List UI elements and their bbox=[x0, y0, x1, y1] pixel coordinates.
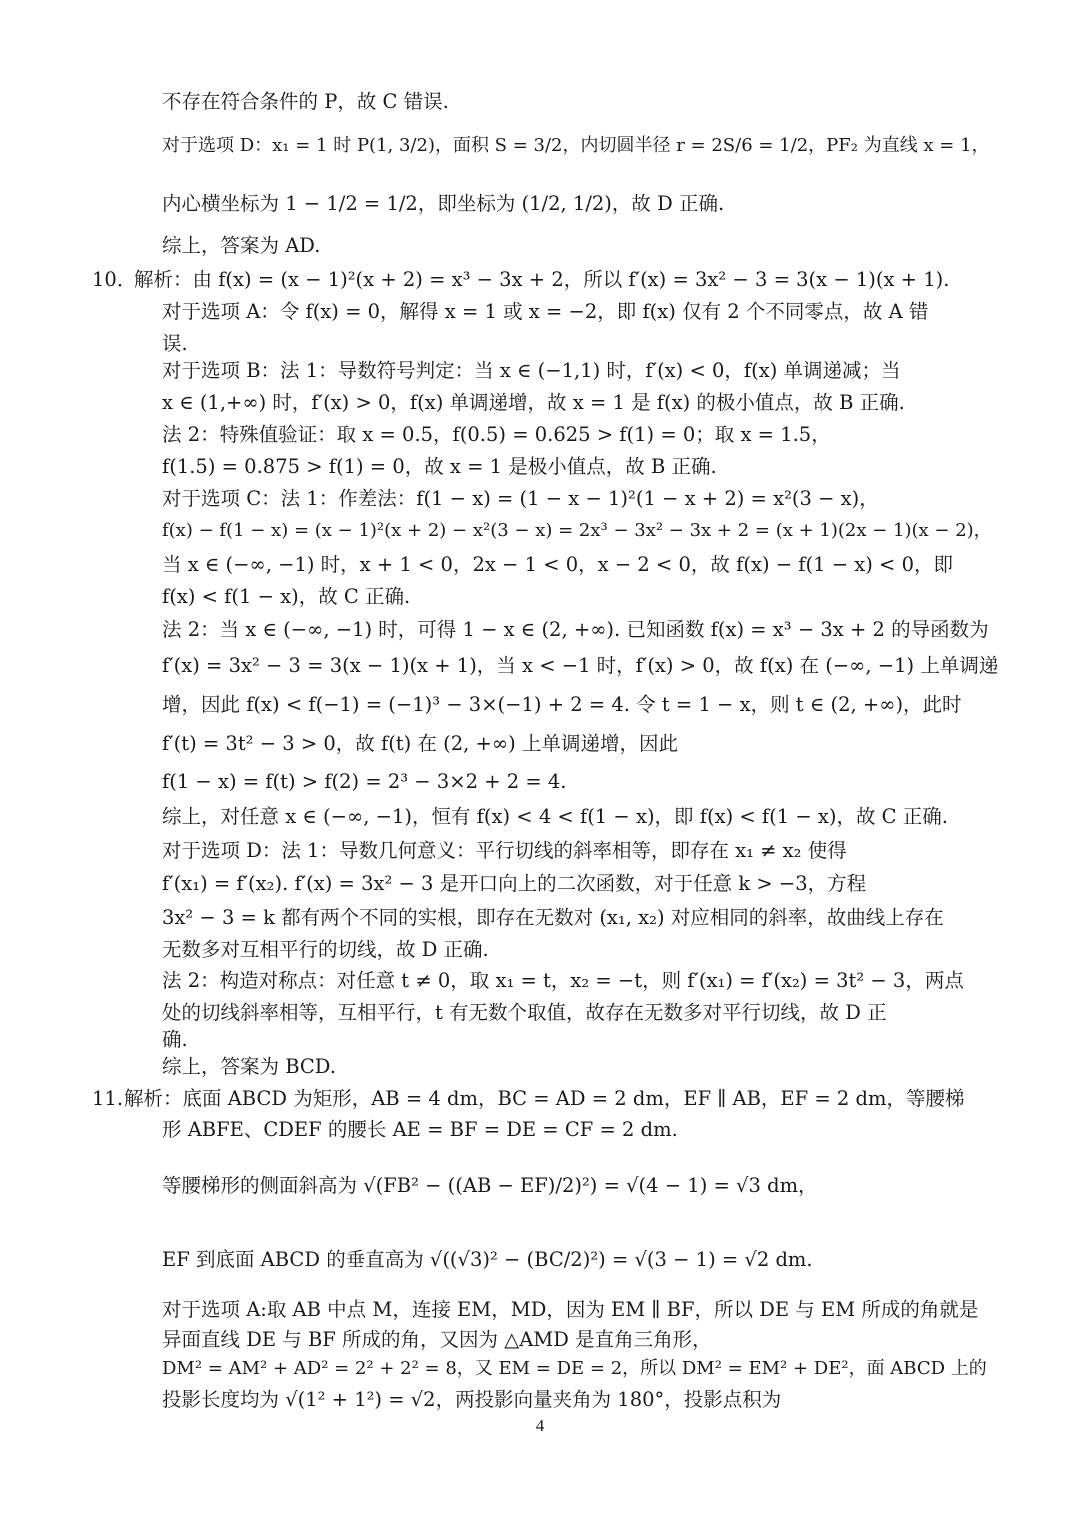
text-line: 综上，对任意 x ∈ (−∞, −1)，恒有 f(x) < 4 < f(1 − x)，即 f(x) < f(1 − x)，故 C 正确. bbox=[162, 805, 948, 828]
text-line: 对于选项 D：x₁ = 1 时 P(1, 3/2)，面积 S = 3/2，内切圆半径 r = 2S/6 = 1/2，PF₂ 为直线 x = 1， bbox=[162, 135, 990, 156]
text-line: 增，因此 f(x) < f(−1) = (−1)³ − 3×(−1) + 2 = 4. 令 t = 1 − x，则 t ∈ (2, +∞)，此时 bbox=[162, 693, 962, 716]
text-line: 异面直线 DE 与 BF 所成的角，又因为 △AMD 是直角三角形， bbox=[162, 1328, 712, 1351]
text-line: 3x² − 3 = k 都有两个不同的实根，即存在无数对 (x₁, x₂) 对应相同的斜率，故曲线上存在 bbox=[162, 906, 944, 929]
text-line: 无数多对互相平行的切线，故 D 正确. bbox=[162, 938, 489, 961]
text-line: 确. bbox=[162, 1028, 188, 1051]
text-line: DM² = AM² + AD² = 2² + 2² = 8，又 EM = DE = 2，所以 DM² = EM² + DE²，面 ABCD 上的 bbox=[162, 1358, 987, 1379]
text-line: 解析：底面 ABCD 为矩形，AB = 4 dm，BC = AD = 2 dm，EF ∥ AB，EF = 2 dm，等腰梯 bbox=[124, 1087, 965, 1110]
text-line: 对于选项 C：法 1：作差法：f(1 − x) = (1 − x − 1)²(1 − x + 2) = x²(3 − x)， bbox=[162, 487, 879, 510]
text-line: f(1.5) = 0.875 > f(1) = 0，故 x = 1 是极小值点，故 B 正确. bbox=[162, 455, 717, 478]
question-number: 10． bbox=[92, 268, 137, 291]
text-line: f(x) < f(1 − x)，故 C 正确. bbox=[162, 585, 411, 608]
text-line: 对于选项 D：法 1：导数几何意义：平行切线的斜率相等，即存在 x₁ ≠ x₂ 使得 bbox=[162, 839, 847, 862]
text-line: x ∈ (1,+∞) 时，f′(x) > 0，f(x) 单调递增，故 x = 1 是 f(x) 的极小值点，故 B 正确. bbox=[162, 391, 905, 414]
text-line: f′(x) = 3x² − 3 = 3(x − 1)(x + 1)，当 x < −1 时，f′(x) > 0，故 f(x) 在 (−∞, −1) 上单调递 bbox=[162, 654, 999, 677]
text-line: 内心横坐标为 1 − 1/2 = 1/2，即坐标为 (1/2, 1/2)，故 D 正确. bbox=[162, 192, 725, 215]
text-line: f′(t) = 3t² − 3 > 0，故 f(t) 在 (2, +∞) 上单调递增，因此 bbox=[162, 732, 678, 755]
text-line: 等腰梯形的侧面斜高为 √(FB² − ((AB − EF)/2)²) = √(4 − 1) = √3 dm， bbox=[162, 1174, 818, 1197]
text-line: 法 2：当 x ∈ (−∞, −1) 时，可得 1 − x ∈ (2, +∞). 已知函数 f(x) = x³ − 3x + 2 的导函数为 bbox=[162, 618, 989, 641]
text-line: 综上，答案为 BCD. bbox=[162, 1055, 336, 1078]
text-line: 法 2：特殊值验证：取 x = 0.5，f(0.5) = 0.625 > f(1) = 0；取 x = 1.5， bbox=[162, 423, 831, 446]
text-line: 误. bbox=[162, 332, 188, 355]
text-line: 处的切线斜率相等，互相平行，t 有无数个取值，故存在无数多对平行切线，故 D 正 bbox=[162, 1001, 887, 1024]
text-line: 法 2：构造对称点：对任意 t ≠ 0，取 x₁ = t，x₂ = −t，则 f′(x₁) = f′(x₂) = 3t² − 3，两点 bbox=[162, 969, 964, 992]
text-line: 形 ABFE、CDEF 的腰长 AE = BF = DE = CF = 2 dm. bbox=[162, 1118, 678, 1141]
text-line: 当 x ∈ (−∞, −1) 时，x + 1 < 0，2x − 1 < 0，x − 2 < 0，故 f(x) − f(1 − x) < 0，即 bbox=[162, 553, 953, 576]
text-line: 投影长度均为 √(1² + 1²) = √2，两投影向量夹角为 180°，投影点积为 bbox=[162, 1388, 782, 1411]
text-line: 对于选项 A：令 f(x) = 0，解得 x = 1 或 x = −2，即 f(x) 仅有 2 个不同零点，故 A 错 bbox=[162, 300, 929, 323]
text-line: EF 到底面 ABCD 的垂直高为 √((√3)² − (BC/2)²) = √(3 − 1) = √2 dm. bbox=[162, 1248, 813, 1271]
text-line: 对于选项 B：法 1：导数符号判定：当 x ∈ (−1,1) 时，f′(x) < 0，f(x) 单调递减；当 bbox=[162, 359, 901, 382]
text-line: 对于选项 A:取 AB 中点 M，连接 EM，MD，因为 EM ∥ BF，所以 DE 与 EM 所成的角就是 bbox=[162, 1298, 979, 1321]
text-line: f(x) − f(1 − x) = (x − 1)²(x + 2) − x²(3 − x) = 2x³ − 3x² − 3x + 2 = (x + 1)(2x − 1)(x − 2)， bbox=[162, 520, 992, 541]
text-line: f(1 − x) = f(t) > f(2) = 2³ − 3×2 + 2 = 4. bbox=[162, 770, 567, 793]
text-line: f′(x₁) = f′(x₂). f′(x) = 3x² − 3 是开口向上的二次函数，对于任意 k > −3，方程 bbox=[162, 872, 867, 895]
question-number: 11. bbox=[92, 1087, 124, 1110]
text-line: 解析：由 f(x) = (x − 1)²(x + 2) = x³ − 3x + 2，所以 f′(x) = 3x² − 3 = 3(x − 1)(x + 1). bbox=[134, 268, 950, 291]
text-line: 综上，答案为 AD. bbox=[162, 234, 321, 257]
text-line: 不存在符合条件的 P，故 C 错误. bbox=[162, 90, 449, 113]
page-number: 4 bbox=[535, 1416, 545, 1435]
